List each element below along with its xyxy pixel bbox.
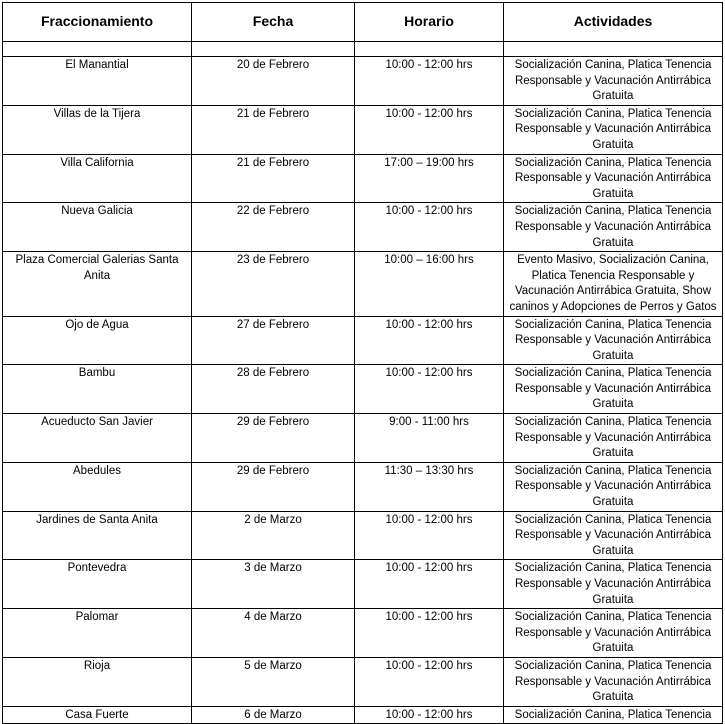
cell-fecha: 28 de Febrero (192, 365, 355, 414)
cell-fraccionamiento: Casa Fuerte (3, 706, 192, 724)
cell-actividades: Socialización Canina, Platica Tenencia Responsable y Vacunación Antirrábica Gratuita (504, 105, 723, 154)
cell-fraccionamiento: Plaza Comercial Galerias Santa Anita (3, 252, 192, 316)
cell-horario: 10:00 - 12:00 hrs (355, 657, 504, 706)
cell-actividades: Socialización Canina, Platica Tenencia Responsable y Vacunación Antirrábica Gratuita (504, 609, 723, 658)
cell-fraccionamiento: Bambu (3, 365, 192, 414)
cell-horario: 10:00 - 12:00 hrs (355, 316, 504, 365)
table-row (3, 252, 723, 316)
cell-fecha: 2 de Marzo (192, 511, 355, 560)
cell-horario: 10:00 - 12:00 hrs (355, 609, 504, 658)
cell-fecha: 6 de Marzo (192, 706, 355, 724)
cell-actividades: Socialización Canina, Platica Tenencia Responsable y Vacunación Antirrábica Gratuita (504, 511, 723, 560)
table-row (3, 365, 723, 414)
cell-horario: 10:00 - 12:00 hrs (355, 560, 504, 609)
table-row (3, 657, 723, 706)
cell-actividades: Evento Masivo, Socialización Canina, Platica Tenencia Responsable y Vacunación Antirrábica Gratuita, Show caninos y Adopciones de Perros y Gatos (504, 252, 723, 316)
table-row (3, 414, 723, 463)
cell-fecha: 3 de Marzo (192, 560, 355, 609)
cell-fraccionamiento: Acueducto San Javier (3, 414, 192, 463)
table-row (3, 203, 723, 252)
header-actividades: Actividades (504, 3, 723, 42)
cell-fraccionamiento: Jardines de Santa Anita (3, 511, 192, 560)
cell-fecha: 23 de Febrero (192, 252, 355, 316)
table-row (3, 511, 723, 560)
empty-row (3, 42, 723, 57)
header-fecha: Fecha (192, 3, 355, 42)
cell-fraccionamiento: Nueva Galicia (3, 203, 192, 252)
cell-fecha: 27 de Febrero (192, 316, 355, 365)
table-row (3, 560, 723, 609)
schedule-table (2, 2, 723, 724)
cell-fecha: 4 de Marzo (192, 609, 355, 658)
cell-actividades: Socialización Canina, Platica Tenencia Responsable y Vacunación Antirrábica Gratuita (504, 57, 723, 106)
cell-horario: 10:00 - 12:00 hrs (355, 57, 504, 106)
header-horario: Horario (355, 3, 504, 42)
empty-cell (355, 42, 504, 57)
cell-fraccionamiento: Palomar (3, 609, 192, 658)
cell-fraccionamiento: El Manantial (3, 57, 192, 106)
cell-fecha: 21 de Febrero (192, 154, 355, 203)
cell-fecha: 20 de Febrero (192, 57, 355, 106)
cell-actividades: Socialización Canina, Platica Tenencia Responsable y Vacunación Antirrábica Gratuita (504, 657, 723, 706)
cell-actividades: Socialización Canina, Platica Tenencia Responsable y Vacunación Antirrábica Gratuita (504, 154, 723, 203)
cell-fraccionamiento: Rioja (3, 657, 192, 706)
cell-horario: 10:00 - 12:00 hrs (355, 203, 504, 252)
cell-horario: 10:00 - 12:00 hrs (355, 105, 504, 154)
header-fraccionamiento: Fraccionamiento (3, 3, 192, 42)
header-row (3, 3, 723, 42)
cell-fraccionamiento: Ojo de Agua (3, 316, 192, 365)
cell-actividades: Socialización Canina, Platica Tenencia Responsable y Vacunación Antirrábica Gratuita (504, 560, 723, 609)
cell-horario: 10:00 - 12:00 hrs (355, 365, 504, 414)
table-row (3, 462, 723, 511)
cell-fecha: 5 de Marzo (192, 657, 355, 706)
cell-horario: 10:00 - 12:00 hrs (355, 706, 504, 724)
table-row (3, 706, 723, 724)
table-row (3, 57, 723, 106)
table-row (3, 609, 723, 658)
cell-fecha: 22 de Febrero (192, 203, 355, 252)
cell-actividades: Socialización Canina, Platica Tenencia Responsable y Vacunación Antirrábica Gratuita (504, 414, 723, 463)
cell-fraccionamiento: Villas de la Tijera (3, 105, 192, 154)
cell-actividades: Socialización Canina, Platica Tenencia (504, 706, 723, 724)
cell-fecha: 21 de Febrero (192, 105, 355, 154)
cell-fraccionamiento: Villa California (3, 154, 192, 203)
cell-actividades: Socialización Canina, Platica Tenencia Responsable y Vacunación Antirrábica Gratuita (504, 203, 723, 252)
cell-actividades: Socialización Canina, Platica Tenencia Responsable y Vacunación Antirrábica Gratuita (504, 462, 723, 511)
cell-horario: 10:00 - 12:00 hrs (355, 511, 504, 560)
cell-actividades: Socialización Canina, Platica Tenencia Responsable y Vacunación Antirrábica Gratuita (504, 365, 723, 414)
empty-cell (3, 42, 192, 57)
table-row (3, 105, 723, 154)
empty-cell (504, 42, 723, 57)
cell-fecha: 29 de Febrero (192, 414, 355, 463)
cell-horario: 17:00 – 19:00 hrs (355, 154, 504, 203)
table-row (3, 316, 723, 365)
cell-horario: 11:30 – 13:30 hrs (355, 462, 504, 511)
cell-fraccionamiento: Pontevedra (3, 560, 192, 609)
table-row (3, 154, 723, 203)
cell-fecha: 29 de Febrero (192, 462, 355, 511)
empty-cell (192, 42, 355, 57)
cell-actividades: Socialización Canina, Platica Tenencia Responsable y Vacunación Antirrábica Gratuita (504, 316, 723, 365)
cell-horario: 10:00 – 16:00 hrs (355, 252, 504, 316)
cell-fraccionamiento: Abedules (3, 462, 192, 511)
cell-horario: 9:00 - 11:00 hrs (355, 414, 504, 463)
